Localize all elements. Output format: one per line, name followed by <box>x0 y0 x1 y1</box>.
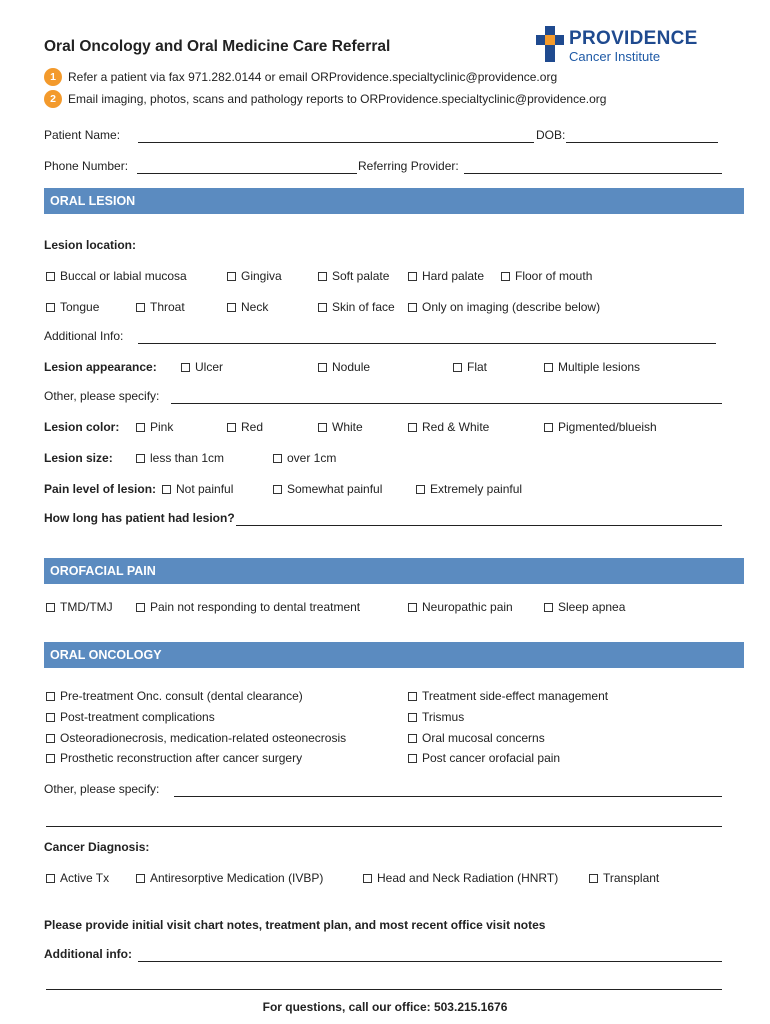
notes-instruction: Please provide initial visit chart notes, treatment plan, and most recent office visit notes <box>44 918 546 932</box>
checkbox-pain-not-responding[interactable] <box>136 600 360 614</box>
checkbox-icon[interactable] <box>46 734 55 743</box>
logo-name: PROVIDENCE <box>569 28 698 49</box>
option-label: over 1cm <box>287 451 337 465</box>
checkbox-pigmented[interactable] <box>544 420 657 434</box>
checkbox-throat[interactable] <box>136 300 185 314</box>
checkbox-extremely-painful[interactable] <box>416 482 522 496</box>
lesion-appearance-label: Lesion appearance: <box>44 360 157 374</box>
checkbox-icon[interactable] <box>46 692 55 701</box>
referring-provider-label: Referring Provider: <box>358 159 459 173</box>
option-label: Transplant <box>603 871 660 885</box>
checkbox-icon[interactable] <box>408 272 417 281</box>
option-label: Throat <box>150 300 185 314</box>
checkbox-prosthetic-reconstruction[interactable] <box>46 751 302 765</box>
checkbox-icon[interactable] <box>453 363 462 372</box>
option-label: Somewhat painful <box>287 482 383 496</box>
option-label: Osteoradionecrosis, medication-related osteonecrosis <box>60 731 347 745</box>
option-label: Flat <box>467 360 488 374</box>
checkbox-flat[interactable] <box>453 360 487 374</box>
checkbox-post-cancer-pain[interactable] <box>408 751 560 765</box>
checkbox-icon[interactable] <box>318 423 327 432</box>
checkbox-icon[interactable] <box>408 303 417 312</box>
checkbox-icon[interactable] <box>46 874 55 883</box>
checkbox-icon[interactable] <box>273 485 282 494</box>
dob-label: DOB: <box>536 128 566 142</box>
additional-info-bottom-field[interactable] <box>138 961 722 962</box>
checkbox-pink[interactable] <box>136 420 173 434</box>
lesion-duration-label: How long has patient had lesion? <box>44 511 235 525</box>
providence-logo <box>536 26 706 70</box>
checkbox-active-tx[interactable] <box>46 871 109 885</box>
checkbox-icon[interactable] <box>46 754 55 763</box>
dob-field[interactable] <box>566 142 718 143</box>
checkbox-neck[interactable] <box>227 300 268 314</box>
checkbox-icon[interactable] <box>227 303 236 312</box>
checkbox-icon[interactable] <box>136 303 145 312</box>
step-text: Refer a patient via fax 971.282.0144 or email ORProvidence.specialtyclinic@providence.org <box>68 70 558 84</box>
checkbox-only-imaging[interactable] <box>408 300 600 314</box>
checkbox-sleep-apnea[interactable] <box>544 600 625 614</box>
section-oral-oncology: ORAL ONCOLOGY <box>44 642 744 668</box>
additional-info-field[interactable] <box>138 343 716 344</box>
checkbox-icon[interactable] <box>416 485 425 494</box>
checkbox-icon[interactable] <box>227 272 236 281</box>
page-title: Oral Oncology and Oral Medicine Care Referral <box>44 38 391 55</box>
option-label: Red <box>241 420 264 434</box>
checkbox-tongue[interactable] <box>46 300 99 314</box>
option-label: less than 1cm <box>150 451 225 465</box>
option-label: Gingiva <box>241 269 282 283</box>
lesion-size-label: Lesion size: <box>44 451 113 465</box>
checkbox-somewhat-painful[interactable] <box>273 482 382 496</box>
checkbox-not-painful[interactable] <box>162 482 233 496</box>
option-label: Head and Neck Radiation (HNRT) <box>377 871 559 885</box>
step-1 <box>44 68 557 86</box>
cross-icon <box>536 26 564 62</box>
appearance-other-label: Other, please specify: <box>44 389 160 403</box>
lesion-duration-field[interactable] <box>236 525 722 526</box>
option-label: Treatment side-effect management <box>422 689 609 703</box>
option-label: Ulcer <box>195 360 224 374</box>
option-label: Sleep apnea <box>558 600 626 614</box>
section-oral-lesion: ORAL LESION <box>44 188 744 214</box>
checkbox-icon[interactable] <box>589 874 598 883</box>
phone-number-label: Phone Number: <box>44 159 129 173</box>
checkbox-neuropathic-pain[interactable] <box>408 600 513 614</box>
patient-name-label: Patient Name: <box>44 128 121 142</box>
checkbox-icon[interactable] <box>544 363 553 372</box>
checkbox-icon[interactable] <box>408 423 417 432</box>
footer-contact: For questions, call our office: 503.215.1676 <box>262 1000 508 1014</box>
phone-number-field[interactable] <box>137 173 357 174</box>
option-label: TMD/TMJ <box>60 600 113 614</box>
checkbox-skin-of-face[interactable] <box>318 300 395 314</box>
checkbox-red-and-white[interactable] <box>408 420 489 434</box>
option-label: Buccal or labial mucosa <box>60 269 187 283</box>
additional-info-bottom-label: Additional info: <box>44 947 132 961</box>
checkbox-icon[interactable] <box>544 603 553 612</box>
option-label: Floor of mouth <box>515 269 593 283</box>
checkbox-icon[interactable] <box>136 454 145 463</box>
option-label: Post cancer orofacial pain <box>422 751 561 765</box>
checkbox-icon[interactable] <box>46 713 55 722</box>
checkbox-icon[interactable] <box>46 303 55 312</box>
option-label: Antiresorptive Medication (IVBP) <box>150 871 324 885</box>
checkbox-antiresorptive[interactable] <box>136 871 323 885</box>
oncology-other-field[interactable] <box>174 796 722 797</box>
option-label: Nodule <box>332 360 371 374</box>
checkbox-multiple-lesions[interactable] <box>544 360 640 374</box>
option-label: Pre-treatment Onc. consult (dental clearance) <box>60 689 303 703</box>
step-2 <box>44 90 606 108</box>
option-label: Extremely painful <box>430 482 523 496</box>
checkbox-gingiva[interactable] <box>227 269 282 283</box>
option-label: Tongue <box>60 300 100 314</box>
checkbox-less-than-1cm[interactable] <box>136 451 224 465</box>
patient-name-field[interactable] <box>138 142 534 143</box>
checkbox-nodule[interactable] <box>318 360 370 374</box>
checkbox-icon[interactable] <box>227 423 236 432</box>
option-label: Oral mucosal concerns <box>422 731 545 745</box>
lesion-color-label: Lesion color: <box>44 420 120 434</box>
lesion-location-label: Lesion location: <box>44 238 137 252</box>
checkbox-icon[interactable] <box>136 603 145 612</box>
checkbox-osteoradionecrosis[interactable] <box>46 731 346 745</box>
option-label: Not painful <box>176 482 234 496</box>
checkbox-icon[interactable] <box>136 874 145 883</box>
checkbox-icon[interactable] <box>408 734 417 743</box>
option-label: Prosthetic reconstruction after cancer surgery <box>60 751 303 765</box>
option-label: Neuropathic pain <box>422 600 513 614</box>
checkbox-icon[interactable] <box>318 272 327 281</box>
option-label: Trismus <box>422 710 465 724</box>
checkbox-transplant[interactable] <box>589 871 659 885</box>
option-label: Neck <box>241 300 269 314</box>
option-label: Soft palate <box>332 269 390 283</box>
option-label: Post-treatment complications <box>60 710 215 724</box>
additional-info-label: Additional Info: <box>44 329 124 343</box>
option-label: Pain not responding to dental treatment <box>150 600 361 614</box>
checkbox-pre-treatment[interactable] <box>46 689 303 703</box>
checkbox-trismus[interactable] <box>408 710 464 724</box>
step-number-badge: 1 <box>44 68 62 86</box>
option-label: Pink <box>150 420 174 434</box>
checkbox-icon[interactable] <box>408 713 417 722</box>
cancer-diagnosis-label: Cancer Diagnosis: <box>44 840 150 854</box>
checkbox-soft-palate[interactable] <box>318 269 389 283</box>
checkbox-red[interactable] <box>227 420 263 434</box>
option-label: Skin of face <box>332 300 395 314</box>
option-label: Pigmented/blueish <box>558 420 657 434</box>
checkbox-head-neck-radiation[interactable] <box>363 871 558 885</box>
step-number-badge: 2 <box>44 90 62 108</box>
checkbox-ulcer[interactable] <box>181 360 223 374</box>
referring-provider-field[interactable] <box>464 173 722 174</box>
checkbox-buccal-mucosa[interactable] <box>46 269 187 283</box>
section-orofacial-pain: OROFACIAL PAIN <box>44 558 744 584</box>
additional-info-bottom-field-line-2[interactable] <box>46 989 722 990</box>
checkbox-hard-palate[interactable] <box>408 269 484 283</box>
checkbox-icon[interactable] <box>46 272 55 281</box>
option-label: Multiple lesions <box>558 360 641 374</box>
checkbox-icon[interactable] <box>408 754 417 763</box>
option-label: Active Tx <box>60 871 110 885</box>
checkbox-icon[interactable] <box>46 603 55 612</box>
checkbox-oral-mucosal-concerns[interactable] <box>408 731 545 745</box>
checkbox-icon[interactable] <box>408 603 417 612</box>
checkbox-icon[interactable] <box>136 423 145 432</box>
checkbox-post-treatment[interactable] <box>46 710 215 724</box>
appearance-other-field[interactable] <box>171 403 722 404</box>
logo-subtitle: Cancer Institute <box>569 49 661 64</box>
checkbox-over-1cm[interactable] <box>273 451 336 465</box>
checkbox-icon[interactable] <box>318 363 327 372</box>
step-text: Email imaging, photos, scans and pathology reports to ORProvidence.specialtyclinic@providence.org <box>68 92 607 106</box>
checkbox-icon[interactable] <box>318 303 327 312</box>
checkbox-icon[interactable] <box>273 454 282 463</box>
oncology-other-field-line-2[interactable] <box>46 826 722 827</box>
oncology-other-label: Other, please specify: <box>44 782 160 796</box>
pain-level-label: Pain level of lesion: <box>44 482 157 496</box>
checkbox-icon[interactable] <box>181 363 190 372</box>
checkbox-icon[interactable] <box>501 272 510 281</box>
checkbox-tmd-tmj[interactable] <box>46 600 113 614</box>
checkbox-white[interactable] <box>318 420 363 434</box>
checkbox-side-effect-management[interactable] <box>408 689 608 703</box>
checkbox-icon[interactable] <box>544 423 553 432</box>
checkbox-floor-of-mouth[interactable] <box>501 269 592 283</box>
option-label: Red & White <box>422 420 490 434</box>
checkbox-icon[interactable] <box>408 692 417 701</box>
option-label: Only on imaging (describe below) <box>422 300 601 314</box>
option-label: White <box>332 420 363 434</box>
option-label: Hard palate <box>422 269 485 283</box>
checkbox-icon[interactable] <box>363 874 372 883</box>
checkbox-icon[interactable] <box>162 485 171 494</box>
